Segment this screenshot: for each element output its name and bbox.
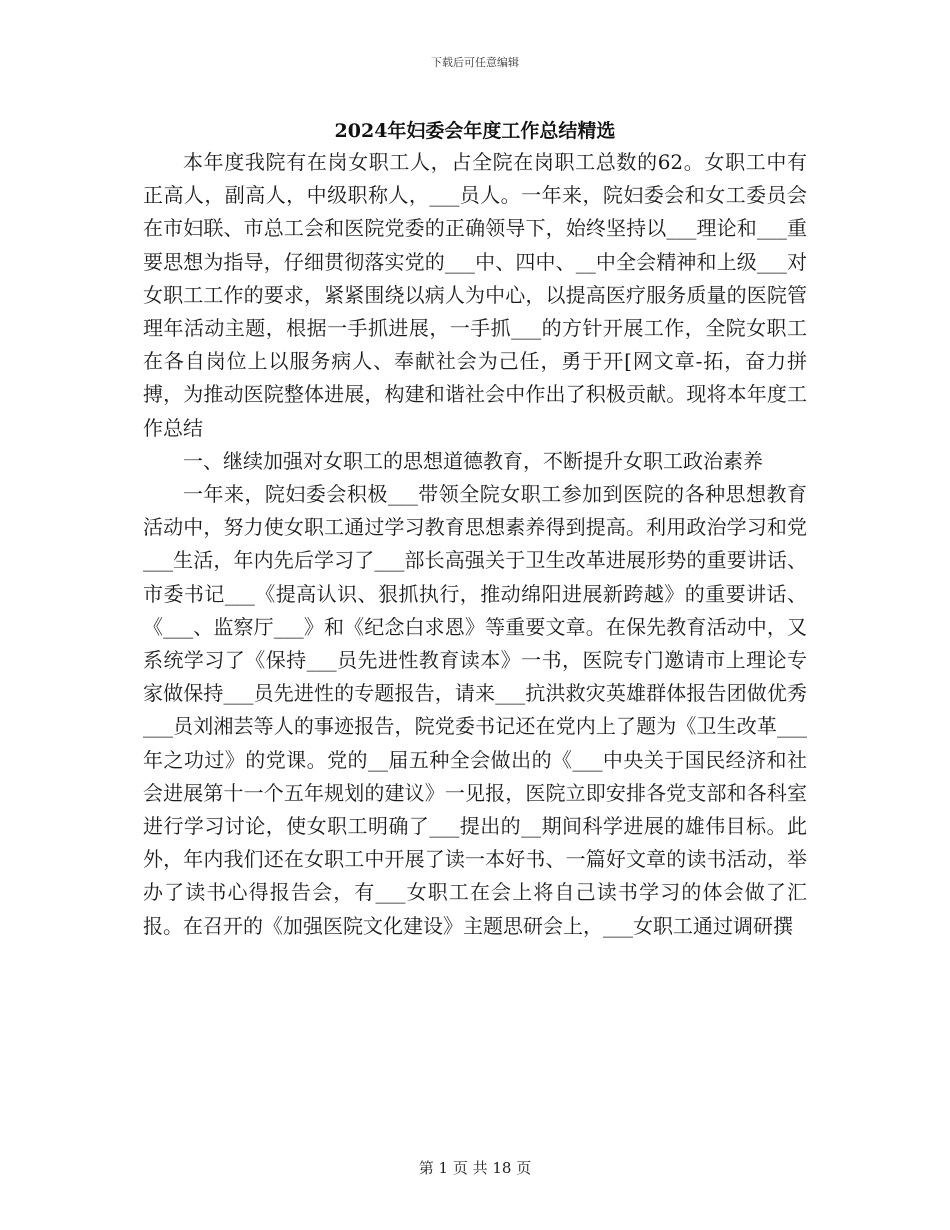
page-number: 第 1 页 共 18 页 (418, 1159, 532, 1177)
document-title: 2024年妇委会年度工作总结精选 (334, 120, 616, 142)
header-note: 下载后可任意编辑 (431, 56, 519, 69)
paragraph-intro: 本年度我院有在岗女职工人，占全院在岗职工总数的62。女职工中有正高人，副高人，中级职称人，___员人。一年来，院妇委会和女工委员会在市妇联、市总工会和医院党委的正确领导下，始终坚持以___理论和___重要思想为指导，仔细贯彻落实党的___中、四中、__中全会精神和上级___对女职工工作的要求，紧紧围绕以病人为中心，以提高医疗服务质量的医院管理年活动主题，根据一手抓进展，一手抓___的方针开展工作，全院女职工在各自岗位上以服务病人、奉献社会为己任，勇于开[网文章-拓，奋力拼搏，为推动医院整体进展，构建和谐社会中作出了积极贡献。现将本年度工作总结 (143, 150, 807, 440)
section-heading-1: 一、继续加强对女职工的思想道德教育，不断提升女职工政治素养 (183, 448, 763, 473)
paragraph-section-1: 一年来，院妇委会积极___带领全院女职工参加到医院的各种思想教育活动中，努力使女职工通过学习教育思想素养得到提高。利用政治学习和党___生活，年内先后学习了___部长高强关于卫生改革进展形势的重要讲话、市委书记___《提高认识、狠抓执行，推动绵阳进展新跨越》的重要讲话、《___、监察厅___》和《纪念白求恩》等重要文章。在保先教育活动中，又系统学习了《保持___员先进性教育读本》一书，医院专门邀请市上理论专家做保持___员先进性的专题报告，请来___抗洪救灾英雄群体报告团做优秀___员刘湘芸等人的事迹报告，院党委书记还在党内上了题为《卫生改革___年之功过》的党课。党的__届五种全会做出的《___中央关于国民经济和社会进展第十一个五年规划的建议》一见报，医院立即安排各党支部和各科室进行学习讨论，使女职工明确了___提出的__期间科学进展的雄伟目标。此外，年内我们还在女职工中开展了读一本好书、一篇好文章的读书活动，举办了读书心得报告会，有___女职工在会上将自己读书学习的体会做了汇报。在召开的《加强医院文化建设》主题思研会上，___女职工通过调研撰 (143, 482, 807, 938)
document-body (143, 146, 807, 943)
